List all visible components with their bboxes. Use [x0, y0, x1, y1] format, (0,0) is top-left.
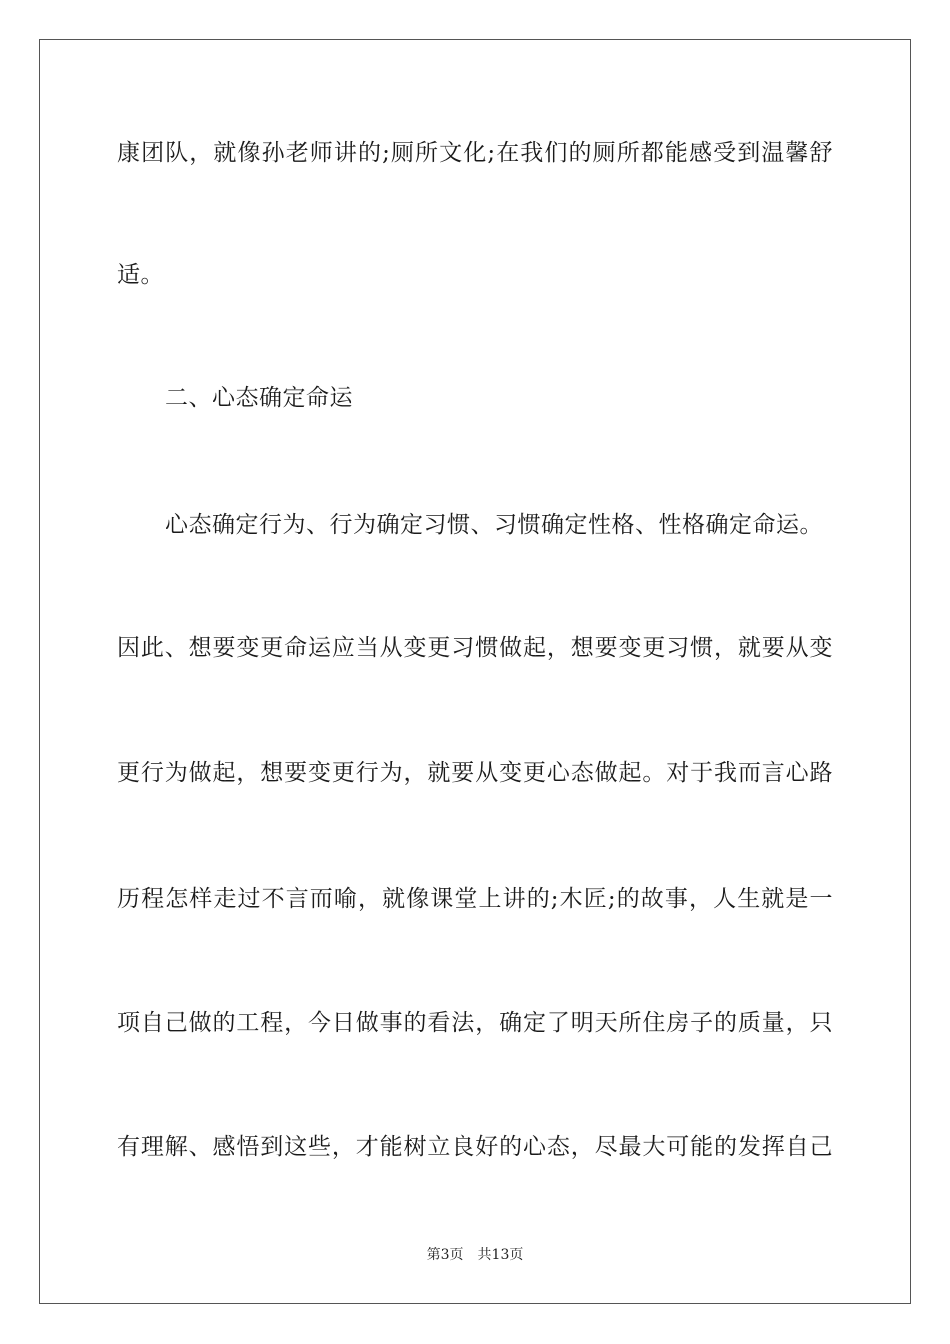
body-line-8: 有理解、感悟到这些，才能树立良好的心态，尽最大可能的发挥自己 [117, 1134, 833, 1160]
body-line-3: 心态确定行为、行为确定习惯、习惯确定性格、性格确定命运。 [165, 512, 823, 538]
body-line-4: 因此、想要变更命运应当从变更习惯做起，想要变更习惯，就要从变 [117, 635, 833, 661]
section-heading: 二、心态确定命运 [165, 385, 353, 411]
page-footer [0, 1246, 950, 1264]
page-number: 第3页 [426, 1247, 464, 1263]
body-line-6: 历程怎样走过不言而喻，就像课堂上讲的;木匠;的故事，人生就是一 [117, 886, 833, 912]
page-border [39, 39, 911, 1304]
body-line-5: 更行为做起，想要变更行为，就要从变更心态做起。对于我而言心路 [117, 760, 833, 786]
body-line-1: 康团队，就像孙老师讲的;厕所文化;在我们的厕所都能感受到温馨舒 [117, 140, 833, 166]
body-line-7: 项自己做的工程，今日做事的看法，确定了明天所住房子的质量，只 [117, 1010, 833, 1036]
body-line-2: 适。 [117, 262, 164, 288]
page-total: 共13页 [477, 1247, 524, 1263]
